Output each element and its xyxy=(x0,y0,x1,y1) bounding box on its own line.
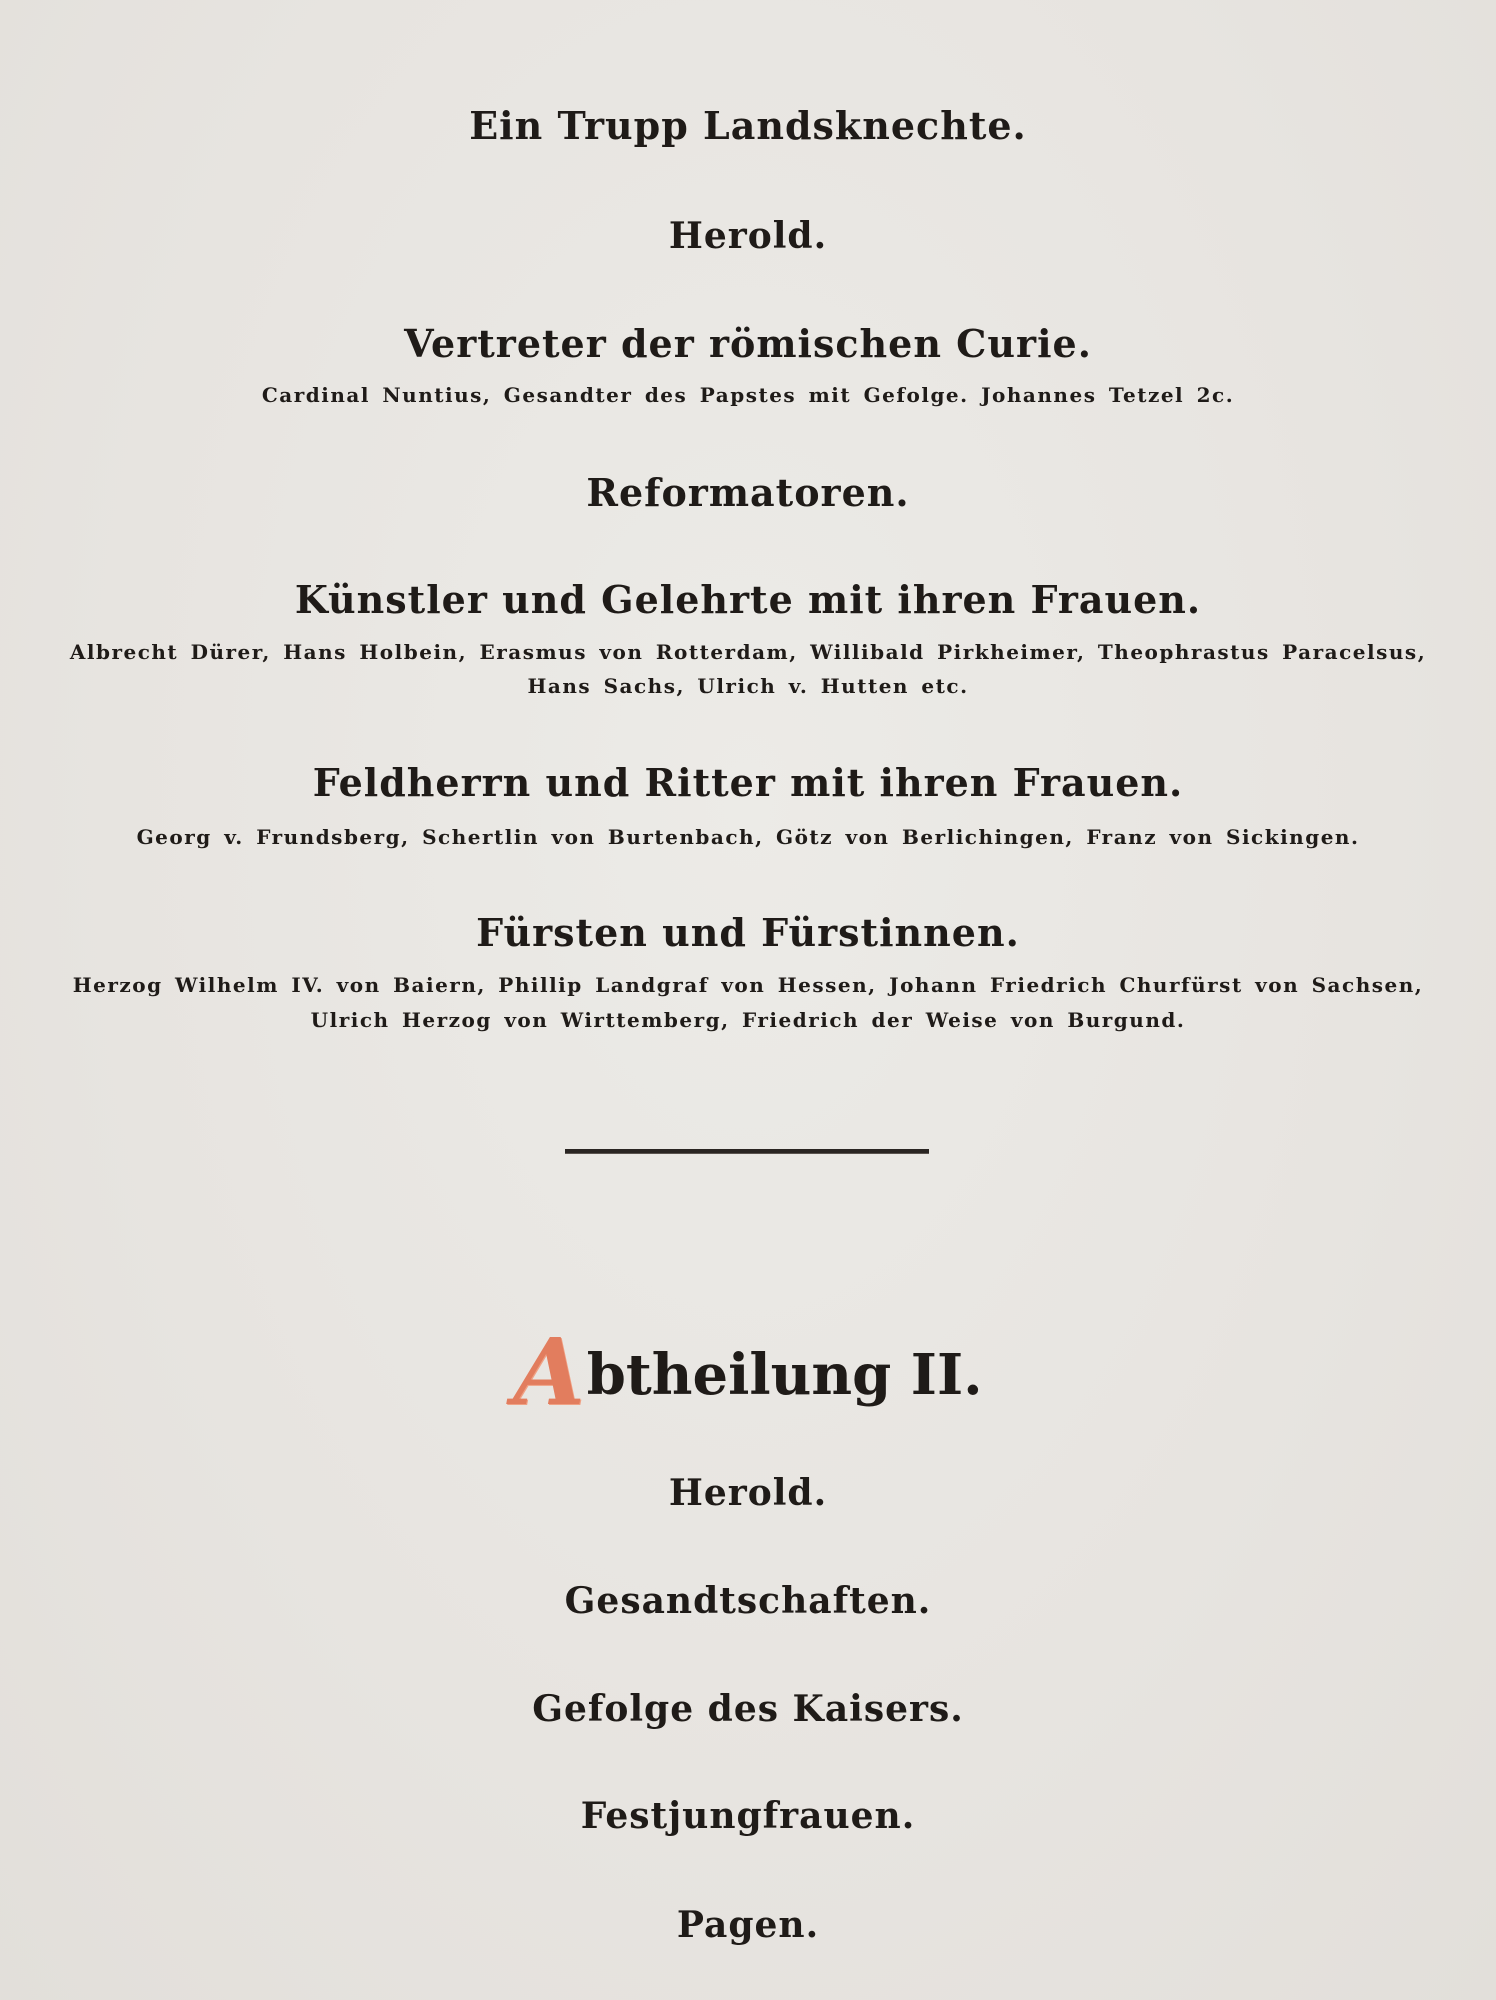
heading-curie: Vertreter der römischen Curie. xyxy=(404,321,1092,366)
heading-fuersten: Fürsten und Fürstinnen. xyxy=(476,910,1020,955)
heading-pagen: Pagen. xyxy=(676,1904,820,1946)
names-fuersten-1: Herzog Wilhelm IV. von Baiern, Phillip Landgraf von Hessen, Johann Friedrich Churfürst von Sachsen, xyxy=(72,973,1424,997)
names-fuersten-2: Ulrich Herzog von Wirttemberg, Friedrich der Weise von Burgund. xyxy=(310,1008,1186,1032)
heading-feldherrn: Feldherrn und Ritter mit ihren Frauen. xyxy=(312,760,1184,805)
names-feldherrn: Georg v. Frundsberg, Schertlin von Burtenbach, Götz von Berlichingen, Franz von Sickingen. xyxy=(136,825,1360,849)
heading-reformatoren: Reformatoren. xyxy=(586,470,910,515)
heading-herold: Herold. xyxy=(668,215,828,257)
names-kuenstler-1: Albrecht Dürer, Hans Holbein, Erasmus von Rotterdam, Willibald Pirkheimer, Theophrastus Paracelsus, xyxy=(69,640,1427,664)
heading-kuenstler: Künstler und Gelehrte mit ihren Frauen. xyxy=(294,577,1202,622)
section-title-text: btheilung II. xyxy=(586,1342,983,1408)
decorated-initial: A xyxy=(513,1318,585,1426)
heading-gefolge: Gefolge des Kaisers. xyxy=(532,1688,964,1730)
names-kuenstler-2: Hans Sachs, Ulrich v. Hutten etc. xyxy=(527,674,969,698)
heading-gesandtschaften: Gesandtschaften. xyxy=(564,1580,932,1622)
heading-festjungfrauen: Festjungfrauen. xyxy=(580,1795,916,1837)
section-divider xyxy=(565,1149,929,1154)
heading-herold-2: Herold. xyxy=(668,1472,828,1514)
names-curie: Cardinal Nuntius, Gesandter des Papstes mit Gefolge. Johannes Tetzel 2c. xyxy=(261,383,1235,407)
heading-landsknechte: Ein Trupp Landsknechte. xyxy=(469,103,1027,148)
section-title-abtheilung xyxy=(0,1318,1496,1426)
